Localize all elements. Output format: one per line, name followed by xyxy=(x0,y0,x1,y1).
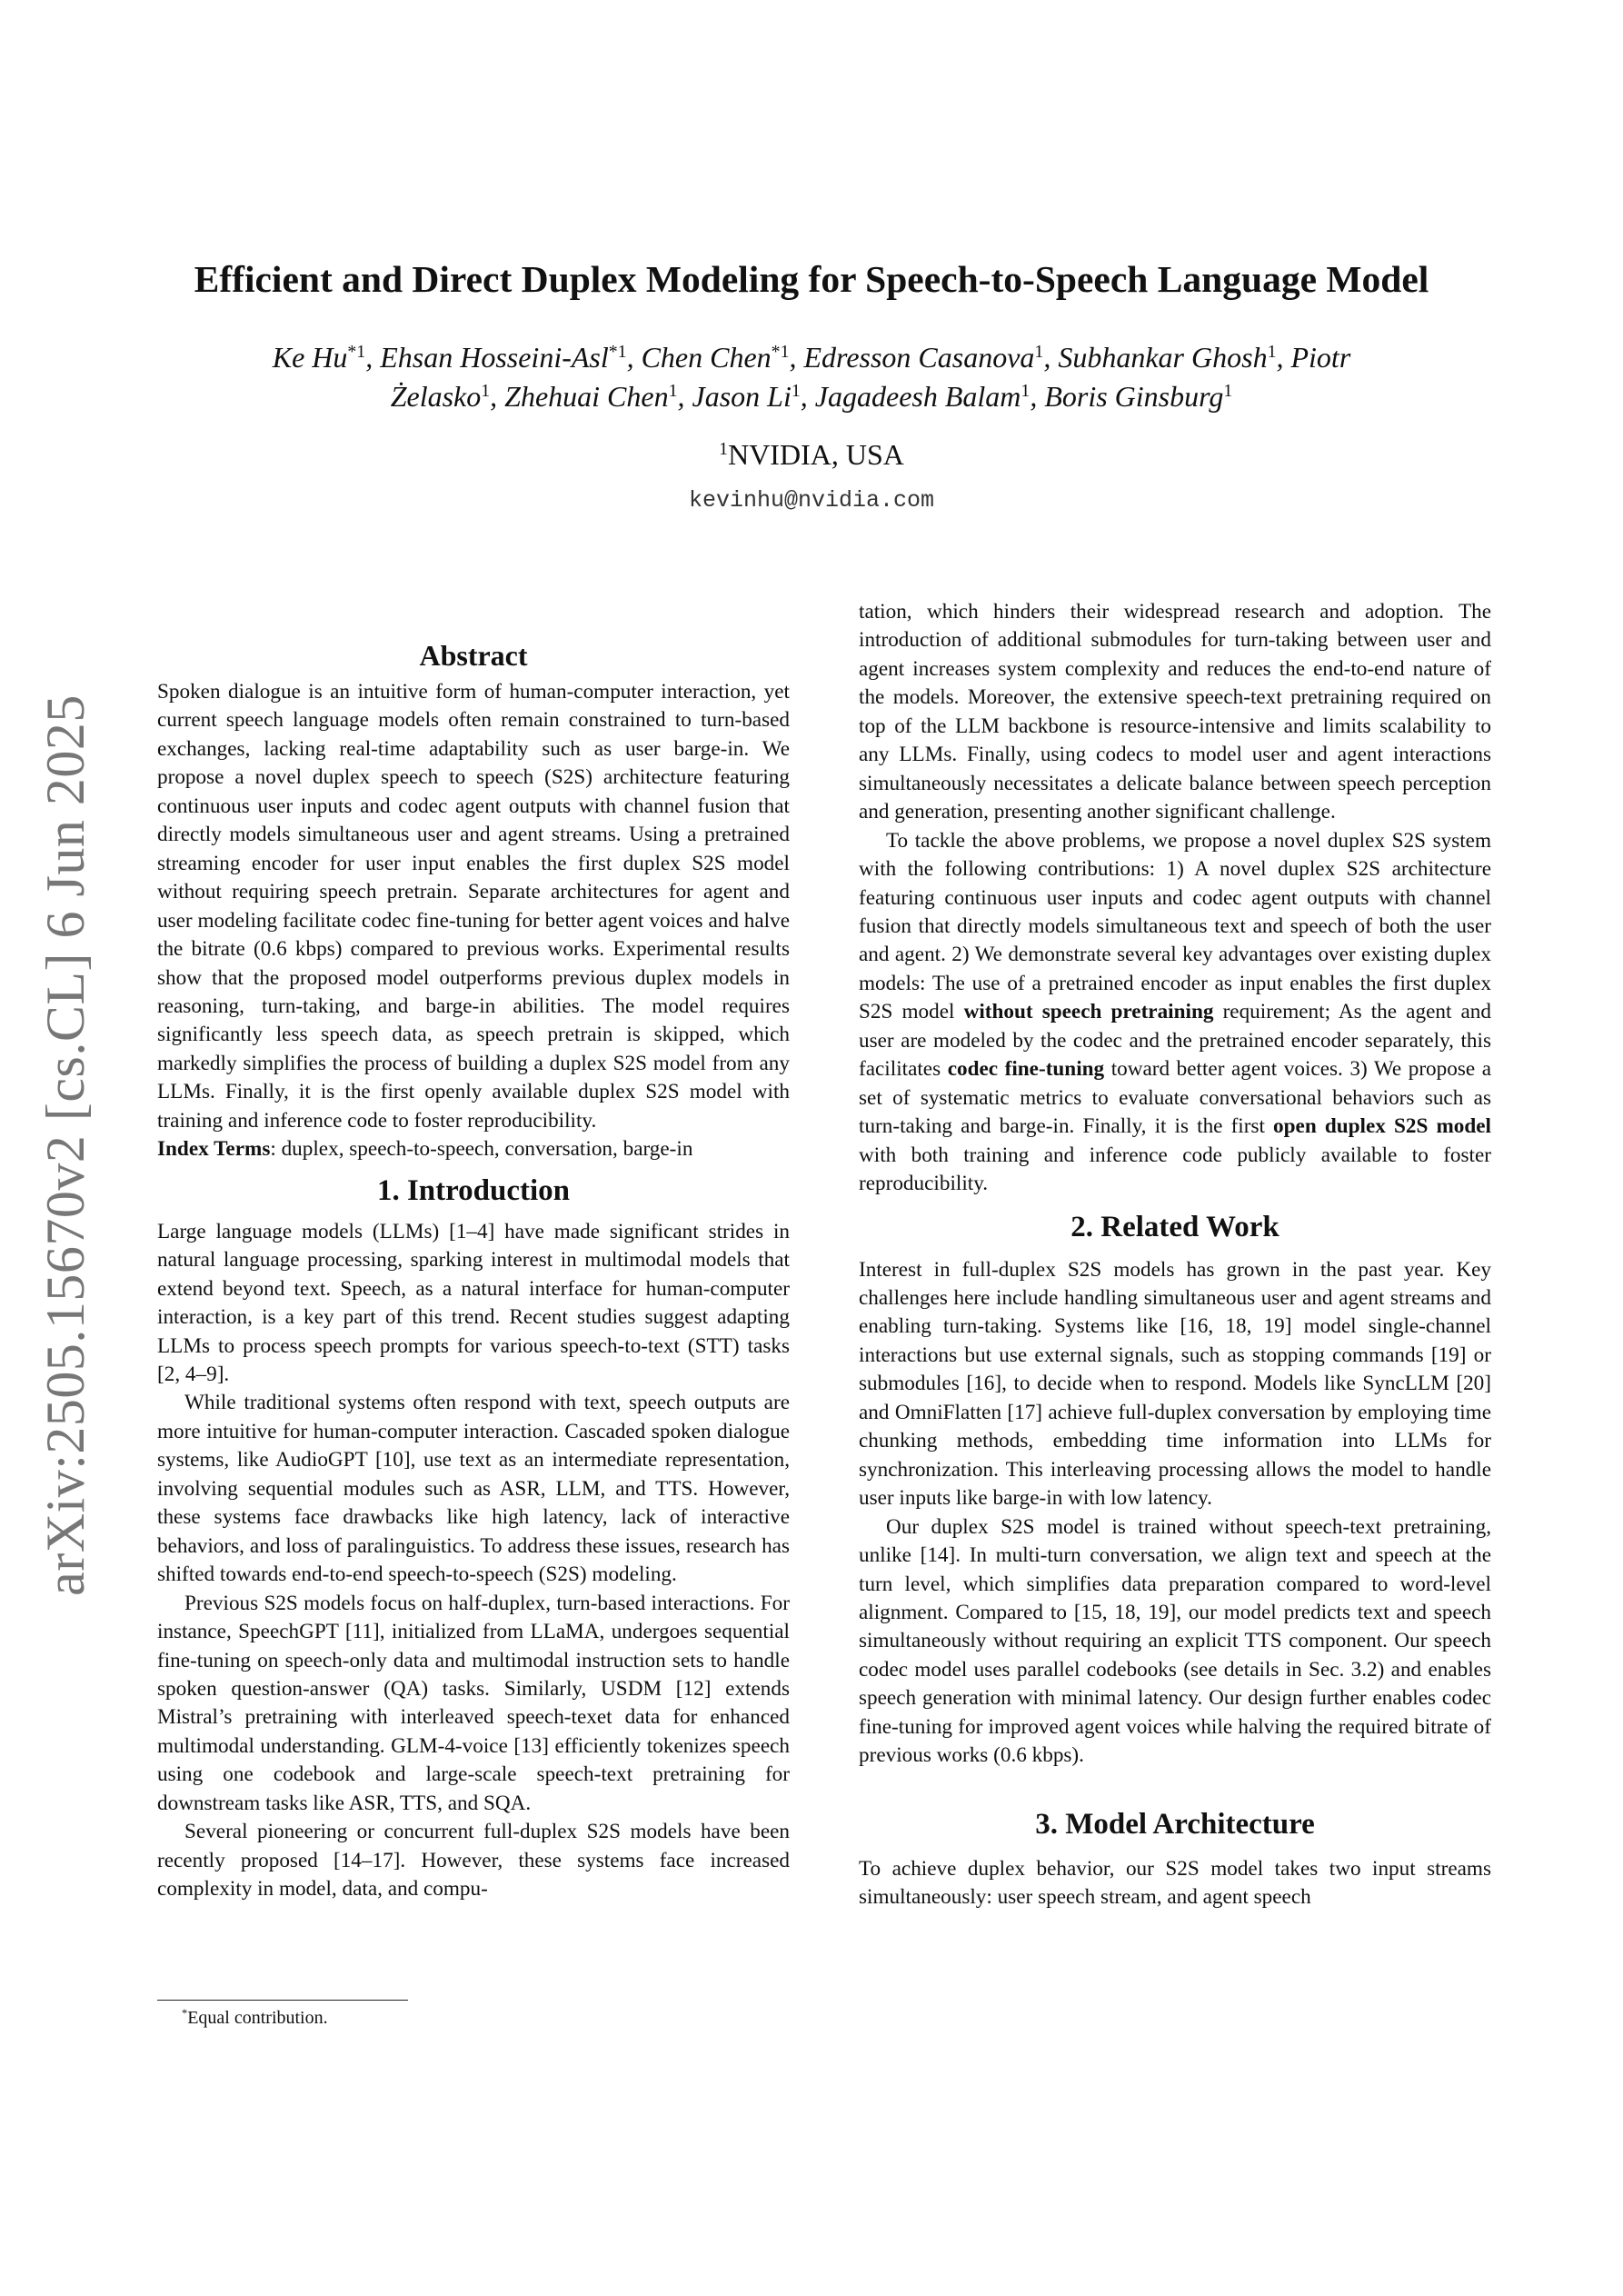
author-name: Subhankar Ghosh xyxy=(1058,341,1268,374)
footnote-marker: * xyxy=(182,2007,188,2021)
author-affiliation-marker: 1 xyxy=(1034,342,1044,363)
author-name: Ehsan Hosseini-Asl xyxy=(380,341,609,374)
left-column xyxy=(157,636,790,1904)
contrib-text-2: requirement; As the agent and user are modeled by the codec and the pretrained encoder separately, this facilitates xyxy=(859,1000,1491,1082)
contributions-paragraph xyxy=(859,827,1491,1199)
author-name: Zhehuai Chen xyxy=(504,380,669,413)
author-affiliation-marker: 1 xyxy=(668,381,678,402)
contrib-text-1: To tackle the above problems, we propose a novel duplex S2S system with the following contributions: 1) A novel duplex S2S architecture featuring continuous user inputs and codec agent outputs with channel fusion that directly models simultaneous text and speech of both the user and agent. 2) We demonstrate several key advantages over existing duplex models: The use of a pretrained encoder as input enables the first duplex S2S model xyxy=(859,828,1491,1024)
author-name: Żelasko xyxy=(390,380,482,413)
right-column xyxy=(859,598,1491,1912)
author-name: Chen Chen xyxy=(641,341,772,374)
author-line-1: Ke Hu$^{*1}$, Ehsan Hosseini-Asl$^{*1}$, Chen Chen$^{*1}$, Edresson Casanova$^1$, Subhankar Ghosh$^1$, Piotr xyxy=(272,341,1351,374)
author-name: Edresson Casanova xyxy=(803,341,1035,374)
author-name: Piotr xyxy=(1290,341,1351,374)
contact-email[interactable]: kevinhu@nvidia.com xyxy=(688,487,935,514)
related-work-paragraph-1: Interest in full-duplex S2S models has grown in the past year. Key challenges here include handling simultaneous user and agent streams and enabling turn-taking. Systems like [16, 18, 19] model single-channel interactions but use external signals, such as stopping commands [19] or submodules [16], to decide when to respond. Models like SyncLLM [20] and OmniFlatten [17] achieve full-duplex conversation by employing time chunking methods, embedding time information into LLMs for synchronization. This interleaving processing allows the model to handle user inputs like barge-in with low latency. xyxy=(859,1257,1491,1511)
arxiv-identifier: arXiv:2505.15670v2 [cs.CL] 6 Jun 2025 xyxy=(35,694,95,1596)
abstract-text: Spoken dialogue is an intuitive form of human-computer interaction, yet current speech language models often remain constrained to turn-based exchanges, lacking real-time adaptability such as user barge-in. We propose a novel duplex speech to speech (S2S) architecture featuring continuous user inputs and codec agent outputs with channel fusion that directly models simultaneous user and agent streams. Using a pretrained streaming encoder for user input enables the first duplex S2S model without requiring speech pretrain. Separate architectures for agent and user modeling facilitate codec fine-tuning for better agent voices and halve the bitrate (0.6 kbps) compared to previous works. Experimental results show that the proposed model outperforms previous duplex models in reasoning, turn-taking, and barge-in abilities. The model requires significantly less speech data, as speech pretrain is skipped, which markedly simplifies the process of building a duplex S2S model from any LLMs. Finally, it is the first openly available duplex S2S model with training and inference code to foster reproducibility. xyxy=(157,680,790,1133)
index-terms-text: : duplex, speech-to-speech, conversation, barge-in xyxy=(270,1137,693,1162)
author-affiliation-marker: *1 xyxy=(608,342,627,363)
author-affiliation-marker: *1 xyxy=(771,342,790,363)
contrib-bold-1: without speech pretraining xyxy=(963,1000,1214,1024)
affiliation-name: NVIDIA, USA xyxy=(728,438,904,471)
author-affiliation-marker: 1 xyxy=(1267,342,1277,363)
section-model-architecture-heading: 3. Model Architecture xyxy=(1035,1807,1315,1841)
author-affiliation-marker: 1 xyxy=(791,381,801,402)
index-terms-label: Index Terms xyxy=(157,1137,271,1162)
intro-paragraph-4-continued: tation, which hinders their widespread research and adoption. The introduction of additional submodules for turn-taking between user and agent increases system complexity and reduces the end-to-end nature of the models. Moreover, the extensive speech-text pretraining required on top of the LLM backbone is resource-intensive and limits scalability to any LLMs. Finally, using codecs to model user and agent interactions simultaneously necessitates a delicate balance between speech perception and generation, presenting another significant challenge. xyxy=(859,600,1491,824)
footnote-text: Equal contribution. xyxy=(187,2008,328,2028)
author-list xyxy=(136,338,1487,416)
index-terms xyxy=(157,1135,790,1163)
author-affiliation-marker: *1 xyxy=(347,342,366,363)
paper-title: Efficient and Direct Duplex Modeling for Speech-to-Speech Language Model xyxy=(194,258,1429,300)
author-affiliation-marker: 1 xyxy=(1223,381,1233,402)
intro-paragraph-2: While traditional systems often respond with text, speech outputs are more intuitive for human-computer interaction. Cascaded spoken dialogue systems, like AudioGPT [10], use text as an intermediate representation, involving sequential modules such as ASR, LLM, and TTS. However, these systems face drawbacks like high latency, lack of interactive behaviors, and loss of paralinguistics. To address these issues, research has shifted towards end-to-end speech-to-speech (S2S) modeling. xyxy=(157,1391,790,1587)
contrib-bold-3: open duplex S2S model xyxy=(1273,1114,1491,1139)
author-affiliation-marker: 1 xyxy=(481,381,491,402)
intro-paragraph-4: Several pioneering or concurrent full-duplex S2S models have been recently proposed [14–17]. However, these systems face increased complexity in model, data, and compu- xyxy=(157,1820,790,1902)
section-introduction-heading: 1. Introduction xyxy=(376,1173,571,1207)
affiliation xyxy=(136,438,1487,472)
contrib-text-3: toward better agent voices. 3) We propose a set of systematic metrics to evaluate conversational behaviors such as turn-taking and barge-in. Finally, it is the first xyxy=(859,1057,1491,1139)
author-name: Jason Li xyxy=(692,380,792,413)
author-name: Jagadeesh Balam xyxy=(814,380,1021,413)
intro-paragraph-1: Large language models (LLMs) [1–4] have made significant strides in natural language processing, sparking interest in multimodal models that extend beyond text. Speech, as a natural interface for human-computer interaction, is a key part of this trend. Recent studies suggest adapting LLMs to process speech prompts for various speech-to-text (STT) tasks [2, 4–9]. xyxy=(157,1219,790,1386)
author-name: Boris Ginsburg xyxy=(1044,380,1224,413)
contrib-text-4: with both training and inference code publicly available to foster reproducibility. xyxy=(859,1143,1491,1196)
author-name: Ke Hu xyxy=(272,341,348,374)
contrib-bold-2: codec fine-tuning xyxy=(947,1057,1105,1082)
intro-paragraph-3: Previous S2S models focus on half-duplex, turn-based interactions. For instance, SpeechGPT [11], initialized from LLaMA, undergoes sequential fine-tuning on speech-only data and multimodal instruction sets to handle spoken question-answer (QA) tasks. Similarly, USDM [12] extends Mistral’s pretraining with interleaved speech-texet data for enhanced multimodal understanding. GLM-4-voice [13] efficiently tokenizes speech using one codebook and large-scale speech-text pretraining for downstream tasks like ASR, TTS, and SQA. xyxy=(157,1591,790,1815)
affiliation-marker: 1 xyxy=(719,439,729,460)
abstract-heading: Abstract xyxy=(419,639,528,672)
author-affiliation-marker: 1 xyxy=(1021,381,1031,402)
model-architecture-paragraph-1: To achieve duplex behavior, our S2S model takes two input streams simultaneously: user speech stream, and agent speech xyxy=(859,1856,1491,1910)
section-related-work-heading: 2. Related Work xyxy=(1070,1210,1279,1243)
footnote-rule xyxy=(157,2000,408,2001)
footnote xyxy=(182,2008,328,2029)
related-work-paragraph-2: Our duplex S2S model is trained without speech-text pretraining, unlike [14]. In multi-turn conversation, we align text and speech at the turn level, which simplifies data preparation compared to word-level alignment. Compared to [15, 18, 19], our model predicts text and speech simultaneously without requiring an explicit TTS component. Our speech codec model uses parallel codebooks (see details in Sec. 3.2) and enables speech generation with minimal latency. Our design further enables codec fine-tuning for improved agent voices while halving the required bitrate of previous works (0.6 kbps). xyxy=(859,1514,1491,1768)
author-line-2: Żelasko$^1$, Zhehuai Chen$^1$, Jason Li$^1$, Jagadeesh Balam$^1$, Boris Ginsburg$^1$ xyxy=(390,380,1233,413)
